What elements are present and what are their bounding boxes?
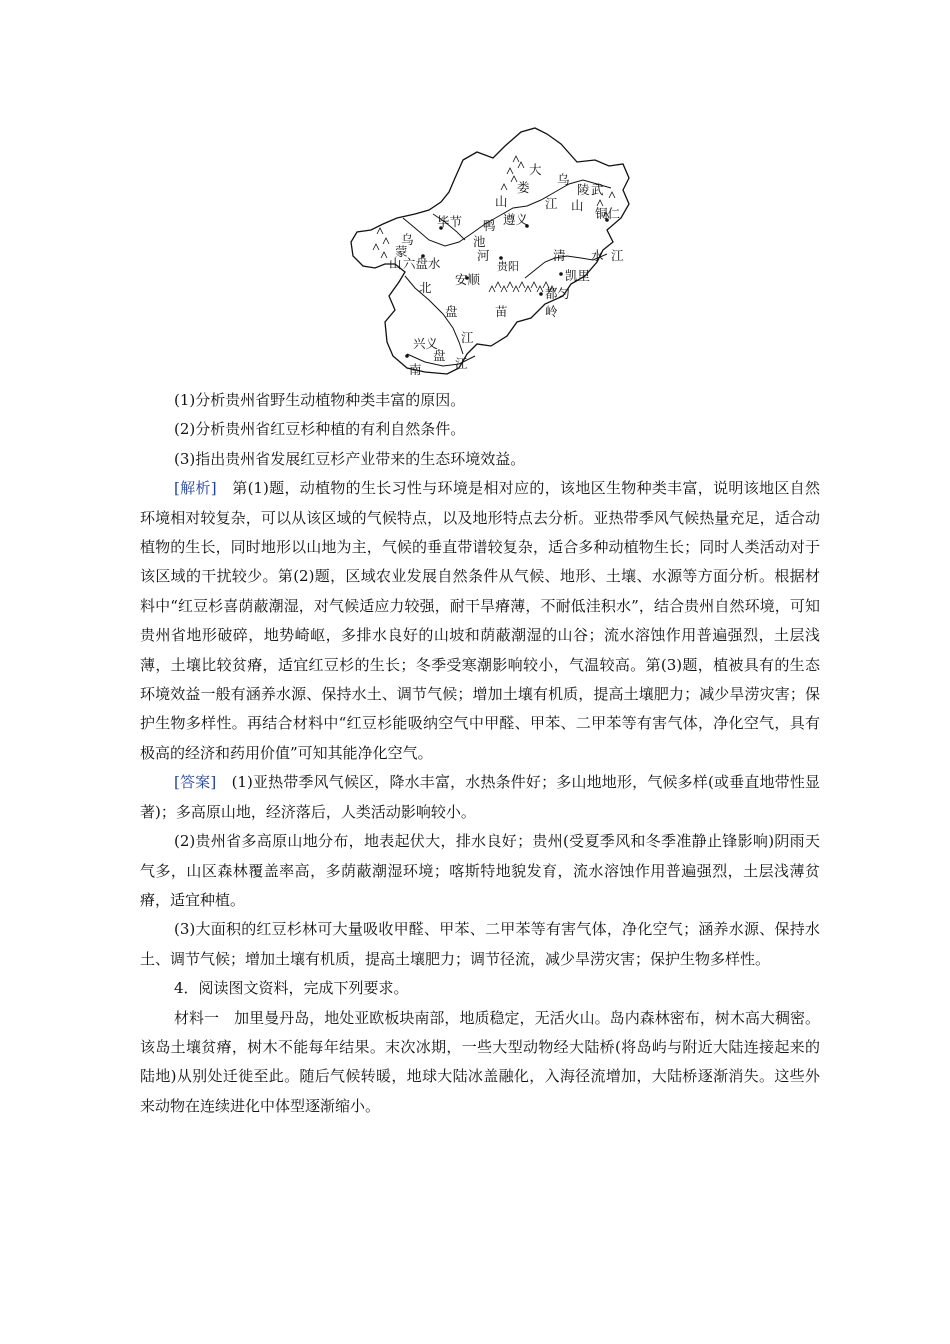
map-svg bbox=[345, 122, 645, 382]
answer-1-text: (1)亚热带季风气候区，降水丰富，水热条件好；多山地地形，气候多样(或垂直地带性显著)；多高原山地，经济落后，人类活动影响较小。 bbox=[140, 773, 820, 821]
answer-paragraph-1 bbox=[140, 768, 820, 827]
label-ya: 鸭 bbox=[483, 218, 496, 233]
label-liupanshui: 六盘水 bbox=[403, 256, 441, 271]
label-xingyi: 兴义 bbox=[413, 336, 439, 351]
label-chi: 池 bbox=[473, 234, 486, 249]
province-border bbox=[351, 128, 629, 374]
document-body bbox=[140, 386, 820, 1121]
label-shan3: 山 bbox=[389, 256, 402, 271]
answer-paragraph-3: (3)大面积的红豆杉林可大量吸收甲醛、甲苯、二甲苯等有害气体，净化空气；涵养水源、保持水土、调节气候；增加土壤有机质，提高土壤肥力；调节径流，减少旱涝灾害；保护生物多样性。 bbox=[140, 920, 820, 968]
label-he: 河 bbox=[477, 248, 490, 263]
label-bijie: 毕节 bbox=[437, 214, 463, 229]
label-jiang3: 江 bbox=[461, 330, 474, 345]
label-lou: 娄 bbox=[517, 180, 530, 195]
label-jiang4: 江 bbox=[455, 356, 468, 371]
label-zunyi: 遵义 bbox=[503, 212, 529, 227]
label-ling: 陵 bbox=[577, 182, 590, 197]
guizhou-map bbox=[345, 122, 645, 382]
label-pan2: 盘 bbox=[433, 348, 446, 363]
label-ling2: 岭 bbox=[545, 304, 558, 319]
label-wu2: 武 bbox=[591, 182, 604, 197]
label-pan1: 盘 bbox=[445, 304, 458, 319]
label-da: 大 bbox=[529, 162, 542, 177]
answer-tag: [答案] bbox=[174, 773, 217, 792]
label-tongren: 铜仁 bbox=[595, 206, 621, 221]
analysis-paragraph bbox=[140, 474, 820, 768]
analysis-text: 第(1)题，动植物的生长习性与环境是相对应的，该地区生物种类丰富，说明该地区自然环境相对较复杂，可以从该区域的气候特点，以及地形特点去分析。亚热带季风气候热量充足，适合动植物的生长，同时地形以山地为主，气候的垂直带谱较复杂，适合多种动植物生长；同时人类活动对于该区域的干扰较少。第(2)题，区域农业发展自然条件从气候、地形、土壤、水源等方面分析。根据材料中“红豆杉喜荫蔽潮湿，对气候适应力较强，耐干旱瘠薄，不耐低洼积水”，结合贵州自然环境，可知贵州省地形破碎，地势崎岖，多排水良好的山坡和荫蔽潮湿的山谷；流水溶蚀作用普遍强烈，土层浅薄，土壤比较贫瘠，适宜红豆杉的生长；冬季受寒潮影响较小，气温较高。第(3)题，植被具有的生态环境效益一般有涵养水源、保持水土、调节气候；增加土壤有机质，提高土壤肥力；减少旱涝灾害；保护生物多样性。再结合材料中“红豆杉能吸纳空气中甲醛、甲苯、二甲苯等有害气体，净化空气，具有极高的经济和药用价值”可知其能净化空气。 bbox=[140, 479, 820, 762]
label-bei: 北 bbox=[419, 280, 432, 295]
label-shui: 水 bbox=[591, 248, 604, 263]
label-miao: 苗 bbox=[495, 304, 508, 319]
label-qing: 清 bbox=[553, 248, 566, 263]
label-jiang1: 江 bbox=[545, 196, 558, 211]
label-anshun: 安顺 bbox=[455, 272, 481, 287]
label-nan: 南 bbox=[409, 362, 422, 377]
label-wu3: 乌 bbox=[401, 232, 414, 247]
label-kaili: 凯里 bbox=[565, 268, 591, 283]
material-1: 材料一 加里曼丹岛，地处亚欧板块南部，地质稳定，无活火山。岛内森林密布，树木高大稠密。该岛土壤贫瘠，树木不能每年结果。末次冰期，一些大型动物经大陆桥(将岛屿与附近大陆连接起来的陆地)从别处迁徙至此。随后气候转暖，地球大陆冰盖融化，入海径流增加，大陆桥逐渐消失。这些外来动物在连续进化中体型逐渐缩小。 bbox=[140, 1008, 820, 1115]
label-shan1: 山 bbox=[495, 194, 508, 209]
analysis-tag: [解析] bbox=[174, 479, 217, 498]
answer-paragraph-2: (2)贵州省多高原山地分布，地表起伏大，排水良好；贵州(受夏季风和冬季准静止锋影响)阴雨天气多，山区森林覆盖率高，多荫蔽潮湿环境；喀斯特地貌发育，流水溶蚀作用普遍强烈，土层浅薄贫瘠，适宜种植。 bbox=[140, 832, 820, 909]
label-shan2: 山 bbox=[571, 198, 584, 213]
question-2: (2)分析贵州省红豆杉种植的有利自然条件。 bbox=[174, 420, 466, 439]
question-4-title: 4．阅读图文资料，完成下列要求。 bbox=[174, 979, 409, 998]
label-wu: 乌 bbox=[557, 172, 570, 187]
question-1: (1)分析贵州省野生动植物种类丰富的原因。 bbox=[174, 391, 466, 409]
label-duyun: 都匀 bbox=[545, 286, 571, 301]
label-jiang2: 江 bbox=[611, 248, 624, 263]
question-3: (3)指出贵州省发展红豆杉产业带来的生态环境效益。 bbox=[174, 449, 526, 468]
label-meng: 蒙 bbox=[395, 244, 408, 259]
label-guiyang: 贵阳 bbox=[497, 260, 519, 273]
